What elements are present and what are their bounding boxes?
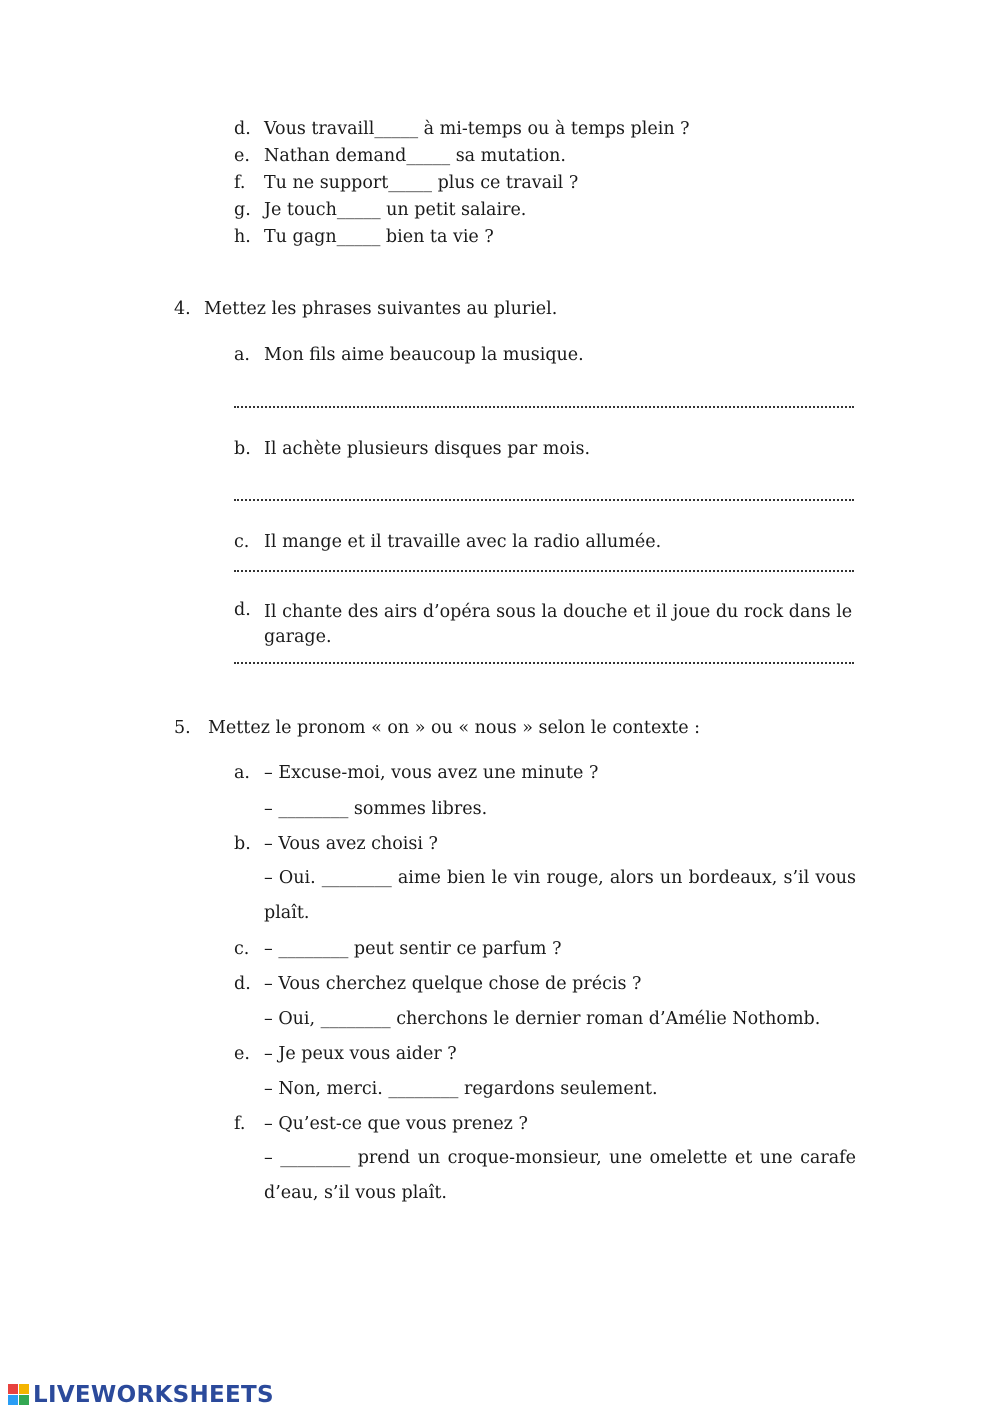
liveworksheets-logo[interactable] (8, 1380, 274, 1410)
exercise-3-item-f: Tu ne support_____ plus ce travail ? (264, 173, 579, 193)
exercise-4-item-d: Il chante des airs d’opéra sous la douche et il joue du rock dans le garage. (264, 602, 853, 647)
item-label: d. (234, 119, 251, 139)
exercise-4-number: 4. (174, 299, 191, 319)
exercise-5-item-a-question: – Excuse-moi, vous avez une minute ? (264, 763, 599, 783)
exercise-5-item-d-question: – Vous cherchez quelque chose de précis ? (264, 974, 642, 994)
exercise-5-item-e-answer: – Non, merci. ________ regardons seulement. (264, 1079, 658, 1099)
exercise-5-item-a-answer: – ________ sommes libres. (264, 799, 488, 819)
exercise-4-item-c: Il mange et il travaille avec la radio allumée. (264, 532, 662, 552)
exercise-5-number: 5. (174, 718, 191, 738)
answer-line-c[interactable] (234, 570, 854, 572)
item-label: f. (234, 173, 246, 193)
item-label: d. (234, 600, 251, 620)
answer-line-d[interactable] (234, 662, 854, 664)
exercise-5-item-c-question: – ________ peut sentir ce parfum ? (264, 939, 562, 959)
answer-line-b[interactable] (234, 499, 854, 501)
exercise-5-instruction: Mettez le pronom « on » ou « nous » selon le contexte : (208, 718, 701, 738)
exercise-5-item-f-question: – Qu’est-ce que vous prenez ? (264, 1114, 528, 1134)
exercise-5-item-b-answer: – Oui. ________ aime bien le vin rouge, alors un bordeaux, s’il vous plaît. (264, 868, 856, 923)
item-label: c. (234, 939, 250, 959)
exercise-5-item-d-answer: – Oui, ________ cherchons le dernier roman d’Amélie Nothomb. (264, 1009, 821, 1029)
item-label: d. (234, 974, 251, 994)
item-label: c. (234, 532, 250, 552)
item-label: a. (234, 763, 250, 783)
item-label: h. (234, 227, 251, 247)
exercise-4-item-b: Il achète plusieurs disques par mois. (264, 439, 591, 459)
exercise-3-item-h: Tu gagn_____ bien ta vie ? (264, 227, 494, 247)
item-label: b. (234, 439, 251, 459)
exercise-3-item-g: Je touch_____ un petit salaire. (264, 200, 527, 220)
logo-mark-icon (8, 1384, 30, 1406)
exercise-3-item-d: Vous travaill_____ à mi-temps ou à temps plein ? (264, 119, 690, 139)
item-label: a. (234, 345, 250, 365)
logo-text: LIVEWORKSHEETS (33, 1382, 274, 1408)
item-label: b. (234, 834, 251, 854)
exercise-5-item-b-question: – Vous avez choisi ? (264, 834, 438, 854)
item-label: e. (234, 146, 250, 166)
item-label: g. (234, 200, 251, 220)
exercise-3-item-e: Nathan demand_____ sa mutation. (264, 146, 566, 166)
exercise-5-item-e-question: – Je peux vous aider ? (264, 1044, 457, 1064)
exercise-4-item-a: Mon fils aime beaucoup la musique. (264, 345, 584, 365)
item-label: f. (234, 1114, 246, 1134)
item-label: e. (234, 1044, 250, 1064)
exercise-4-instruction: Mettez les phrases suivantes au pluriel. (204, 299, 558, 319)
answer-line-a[interactable] (234, 406, 854, 408)
exercise-5-item-f-answer: – ________ prend un croque-monsieur, une omelette et une carafe d’eau, s’il vous plaît. (264, 1148, 856, 1203)
